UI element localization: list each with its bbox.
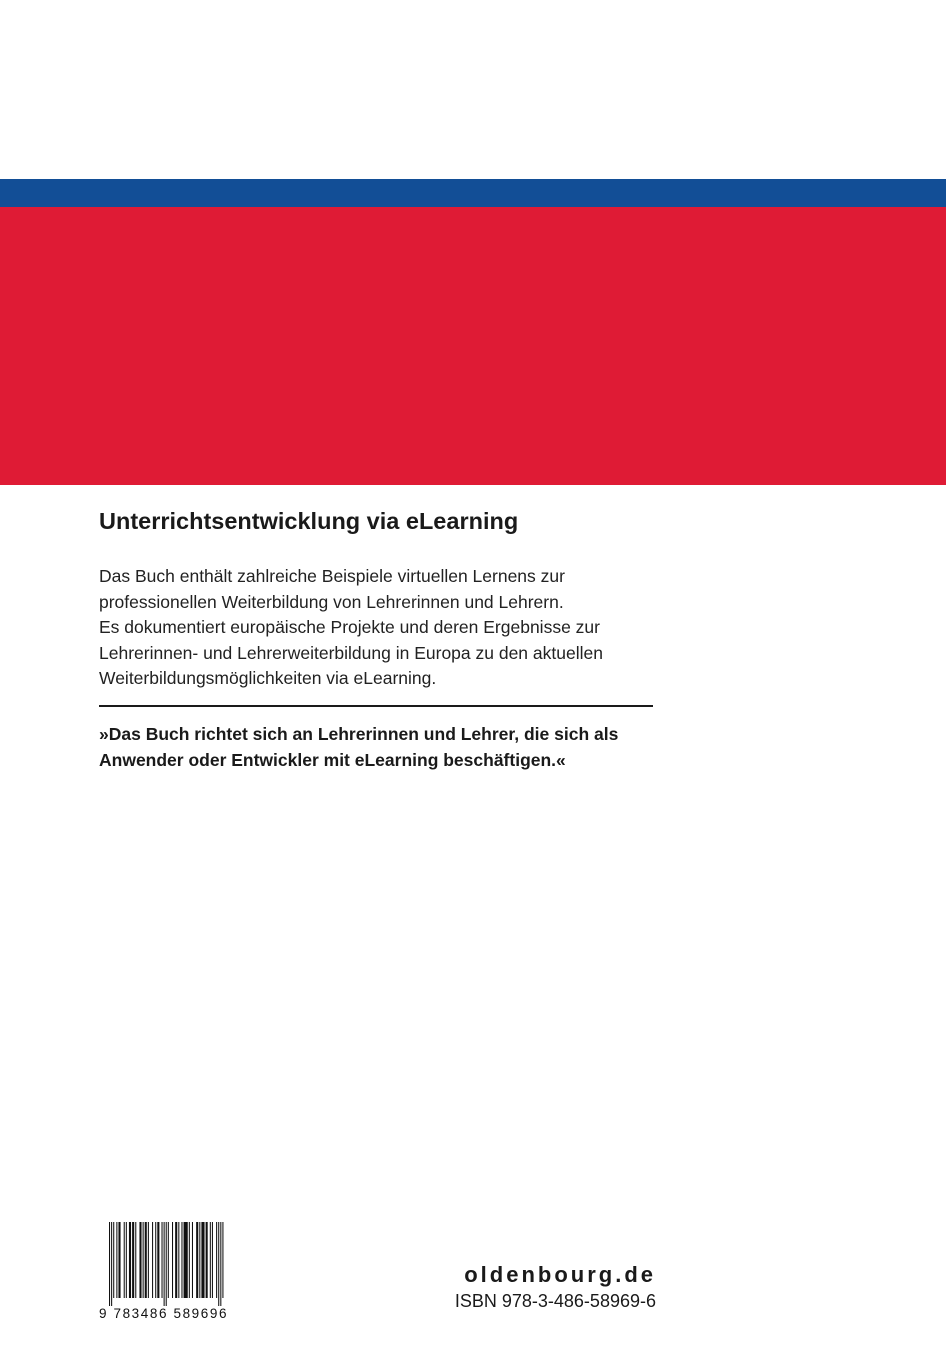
barcode-bar <box>162 1222 163 1298</box>
barcode-bar <box>135 1222 136 1298</box>
barcode-bar <box>155 1222 156 1298</box>
barcode-bar <box>126 1222 127 1298</box>
barcode-bar <box>152 1222 153 1298</box>
book-title: Unterrichtsentwicklung via eLearning <box>99 508 519 534</box>
barcode-bar <box>109 1222 110 1306</box>
blue-band <box>0 179 946 207</box>
description-line: Lehrerinnen- und Lehrerweiterbildung in Europa zu den aktuellen <box>99 642 603 663</box>
barcode-bar <box>181 1222 182 1298</box>
barcode-number: 9 783486 589696 <box>99 1306 229 1321</box>
barcode-bar <box>199 1222 200 1298</box>
barcode-bar <box>118 1222 120 1298</box>
barcode-bar <box>206 1222 208 1298</box>
barcode-bar <box>184 1222 188 1298</box>
barcode-bar <box>143 1222 144 1298</box>
barcode-bar <box>222 1222 223 1298</box>
barcode-bar <box>111 1222 112 1306</box>
barcode-bar <box>168 1222 169 1298</box>
barcode-bar <box>212 1222 213 1298</box>
barcode-bar <box>166 1222 167 1306</box>
barcode <box>97 1222 257 1322</box>
barcode-bar <box>145 1222 147 1298</box>
description-line: Das Buch enthält zahlreiche Beispiele virtuellen Lernens zur <box>99 566 565 586</box>
audience-line: »Das Buch richtet sich an Lehrerinnen und Lehrer, die sich als <box>99 724 619 744</box>
barcode-bar <box>113 1222 114 1298</box>
barcode-bar <box>218 1222 219 1306</box>
barcode-bar <box>157 1222 159 1298</box>
publisher-url: oldenbourg.de <box>464 1262 656 1287</box>
barcode-bar <box>216 1222 217 1298</box>
description-line: Es dokumentiert europäische Projekte und deren Ergebnisse zur <box>99 617 600 638</box>
description-line: Weiterbildungsmöglichkeiten via eLearning. <box>99 668 437 689</box>
barcode-bar <box>196 1222 198 1298</box>
barcode-bar <box>220 1222 221 1306</box>
barcode-bar <box>116 1222 117 1298</box>
audience-quote <box>99 722 618 773</box>
barcode-bar <box>129 1222 131 1298</box>
barcode-bar <box>210 1222 211 1298</box>
barcode-bar <box>201 1222 204 1298</box>
book-description <box>99 564 679 692</box>
audience-line: Anwender oder Entwickler mit eLearning beschäftigen.« <box>99 749 566 770</box>
barcode-bar <box>132 1222 134 1298</box>
barcode-bar <box>172 1222 173 1298</box>
cover-quote: »Weiterbildungsmöglichkeiten via eLearning.« <box>93 537 638 564</box>
barcode-bar <box>148 1222 149 1298</box>
barcode-bar <box>192 1222 193 1298</box>
barcode-bar <box>189 1222 190 1298</box>
barcode-bar <box>164 1222 165 1306</box>
divider <box>99 705 653 707</box>
description-line: professionellen Weiterbildung von Lehrerinnen und Lehrern. <box>99 591 564 612</box>
barcode-bar <box>139 1222 141 1298</box>
barcode-bar <box>178 1222 179 1298</box>
isbn: ISBN 978-3-486-58969-6 <box>454 1291 656 1311</box>
barcode-bar <box>124 1222 125 1298</box>
barcode-bar <box>175 1222 177 1298</box>
